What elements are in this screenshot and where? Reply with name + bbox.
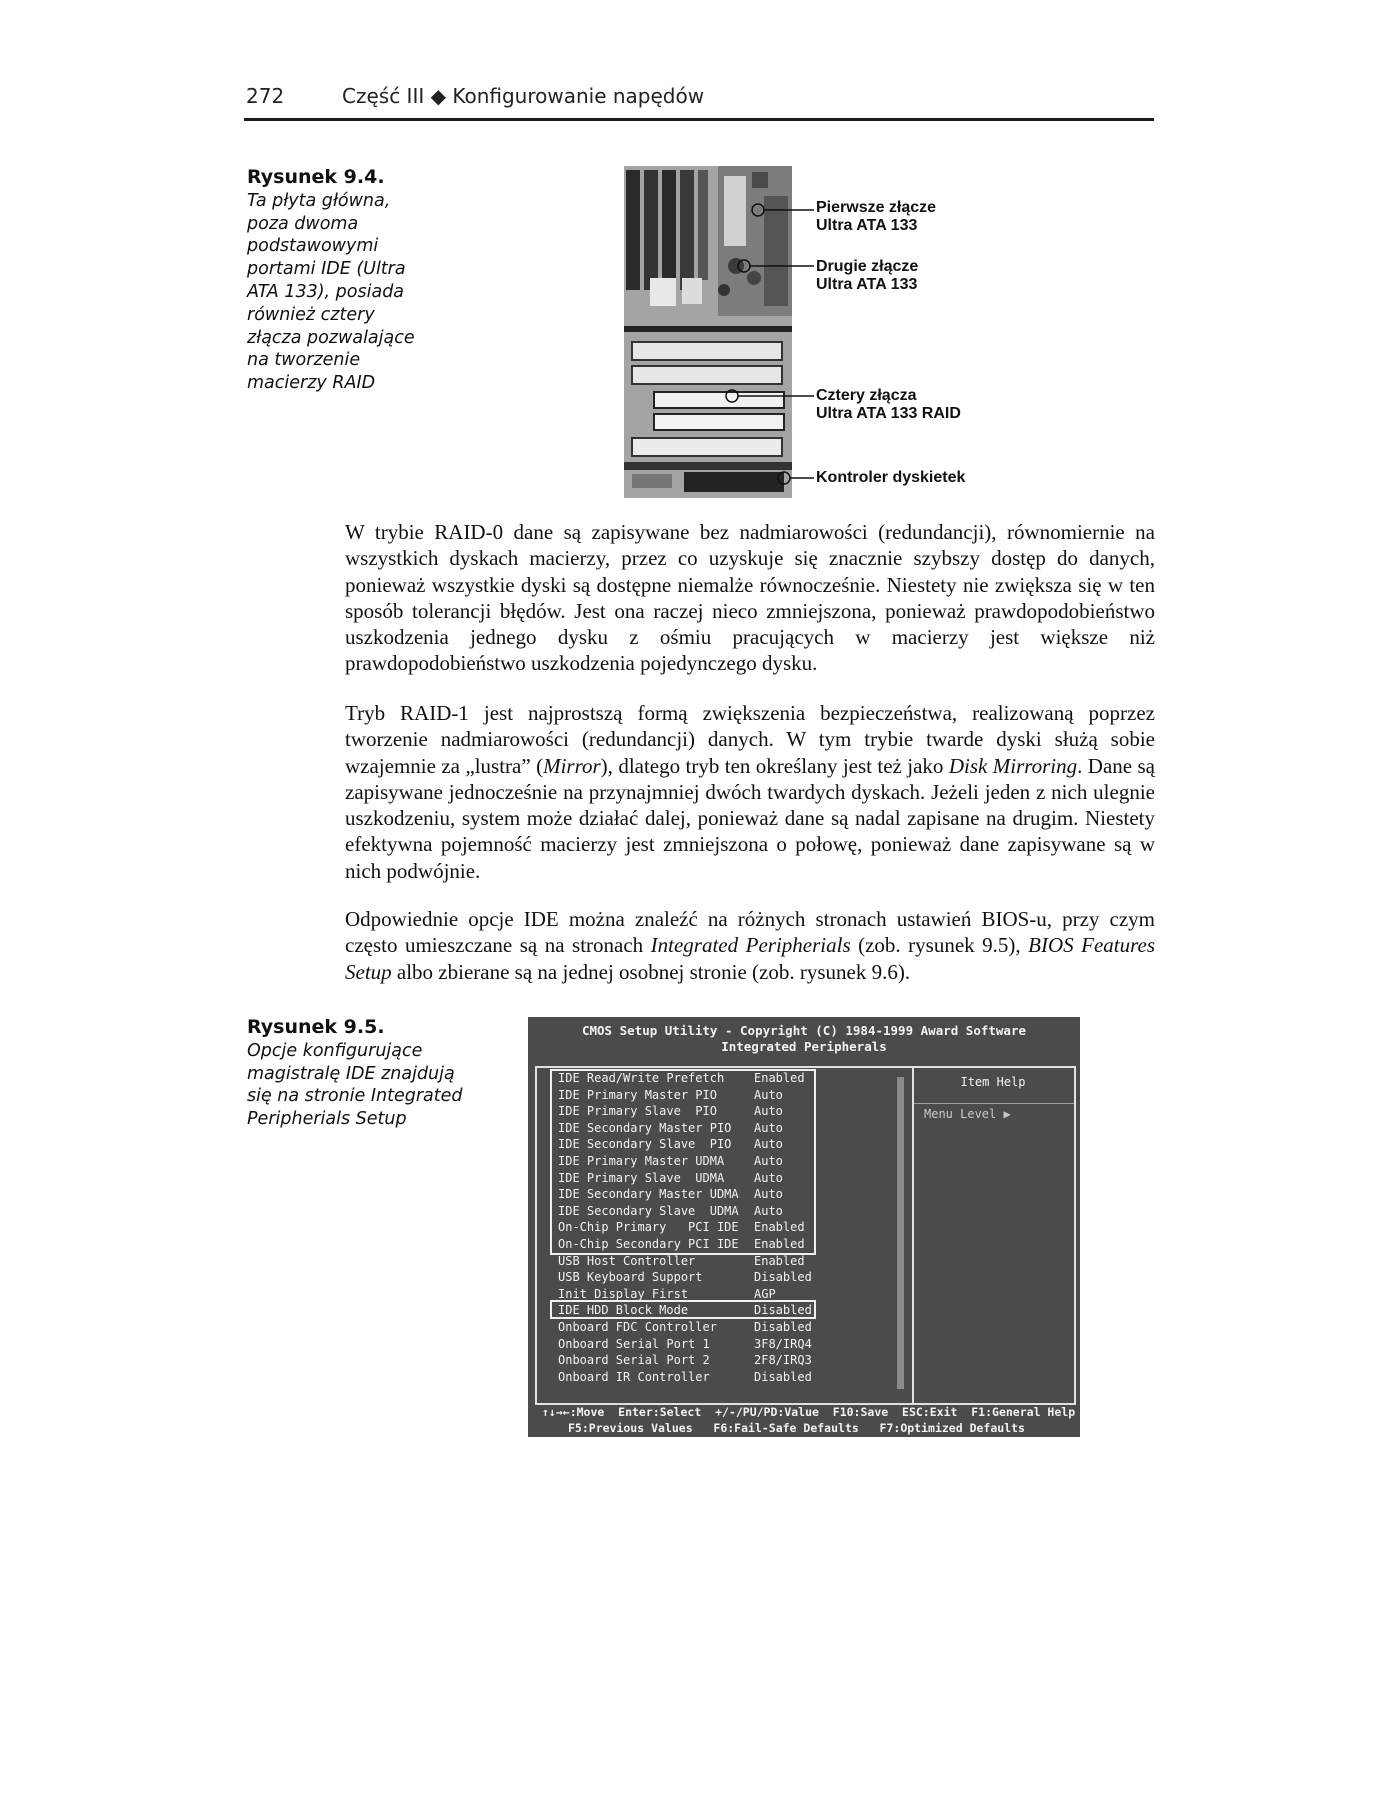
bios-option-row — [558, 1320, 838, 1336]
option-label: IDE Primary Slave UDMA — [558, 1170, 725, 1185]
callout-first-ata-connector — [816, 199, 936, 235]
page-number: 272 — [246, 84, 285, 108]
bios-footer-keys: ↑↓→←:Move Enter:Select +/-/PU/PD:Value F10:Save ESC:Exit F1:General Help — [542, 1405, 1076, 1419]
option-label: IDE Primary Master PIO — [558, 1087, 717, 1102]
paragraph-text — [345, 906, 1155, 985]
figure-number: Rysunek 9.4. — [247, 166, 385, 188]
menu-level-text: Menu Level ▶ — [924, 1107, 1011, 1121]
bios-separator — [912, 1066, 914, 1403]
bios-option-row — [558, 1270, 838, 1286]
bios-option-row — [558, 1187, 838, 1203]
option-label: On-Chip Primary PCI IDE — [558, 1220, 739, 1235]
option-label: IDE Read/Write Prefetch — [558, 1071, 725, 1085]
term-disk-mirroring: Disk Mirroring — [948, 753, 1078, 778]
option-label: IDE HDD Block Mode — [558, 1303, 689, 1318]
option-value: Auto — [754, 1154, 783, 1168]
help-divider — [914, 1103, 1074, 1104]
option-value: Auto — [754, 1170, 783, 1185]
option-label: IDE Secondary Slave UDMA — [558, 1203, 739, 1218]
bios-option-row — [558, 1171, 838, 1187]
option-value: Disabled — [754, 1270, 812, 1285]
bios-option-row — [558, 1303, 838, 1319]
figure-number: Rysunek 9.5. — [247, 1016, 385, 1038]
figure-caption-text: Opcje konfigurujące magistralę IDE znajdują się na stronie Integrated Peripherials Setup — [247, 1040, 463, 1130]
callout-line: Ultra ATA 133 RAID — [816, 405, 961, 422]
item-help-title: Item Help — [960, 1075, 1026, 1089]
option-value: Auto — [754, 1137, 783, 1152]
paragraph-raid0 — [345, 519, 1155, 677]
bios-option-row — [558, 1337, 838, 1353]
bios-option-row — [558, 1121, 838, 1137]
bios-option-row — [558, 1154, 838, 1170]
callout-line: Cztery złącza — [816, 387, 917, 404]
option-value: Enabled — [754, 1071, 805, 1085]
paragraph-text: W trybie RAID-0 dane są zapisywane bez nadmiarowości (redundancji), równomiernie na wszystkich dyskach macierzy, przez co uzyskuje się znacznie szybszy dostęp do danych, ponieważ wszystkie dyski są dostępne niemalże równocześnie. Niestety nie zwiększa się w ten sposób tolerancji błędów. Jest ona raczej nieco zmniejszona, ponieważ prawdopodobieństwo uszkodzenia jednego dysku z ośmiu pracujących w macierzy jest większe niż prawdopodobieństwo uszkodzenia pojedynczego dysku. — [345, 520, 1155, 676]
option-label: Onboard Serial Port 2 — [558, 1353, 710, 1368]
bios-screenshot — [528, 1017, 1080, 1437]
callout-line: Ultra ATA 133 — [816, 276, 918, 293]
motherboard-figure — [624, 166, 1024, 498]
callout-line: Drugie złącze — [816, 258, 919, 275]
option-label: IDE Primary Master UDMA — [558, 1154, 725, 1168]
option-value: 3F8/IRQ4 — [754, 1336, 812, 1351]
option-value: Disabled — [754, 1320, 812, 1334]
running-header — [244, 84, 1154, 121]
option-value: Disabled — [754, 1369, 812, 1384]
bios-scrollbar — [897, 1077, 904, 1389]
option-value: Enabled — [754, 1220, 805, 1235]
bios-page-title: Integrated Peripherals — [721, 1039, 887, 1054]
option-label: IDE Primary Slave PIO — [558, 1104, 717, 1119]
option-value: Enabled — [754, 1253, 805, 1268]
option-label: IDE Secondary Slave PIO — [558, 1137, 732, 1152]
option-value: Auto — [754, 1120, 783, 1135]
callout-line: Pierwsze złącze — [816, 199, 937, 216]
text-run: albo zbierane są na jednej osobnej stronie (zob. rysunek 9.6). — [391, 959, 911, 984]
bios-option-row — [558, 1237, 838, 1253]
option-label: Onboard IR Controller — [558, 1369, 710, 1384]
term-integrated-peripherials: Integrated Peripherials — [650, 933, 851, 958]
bios-option-row — [558, 1353, 838, 1369]
option-value: Auto — [754, 1187, 783, 1202]
figure-caption-9-5 — [247, 1016, 477, 1131]
option-value: Auto — [754, 1087, 783, 1102]
term-mirror: Mirror — [543, 753, 601, 778]
bios-option-row — [558, 1137, 838, 1153]
option-value: Auto — [754, 1203, 783, 1218]
option-label: IDE Secondary Master UDMA — [558, 1187, 739, 1202]
option-value: AGP — [754, 1286, 776, 1301]
option-label: USB Keyboard Support — [558, 1270, 703, 1285]
paragraph-raid1 — [345, 700, 1155, 884]
paragraph-text — [345, 700, 1155, 884]
option-label: IDE Secondary Master PIO — [558, 1120, 732, 1135]
text-run: Odpowiednie opcje IDE można znaleźć na różnych stronach ustawień BIOS-u, przy czym często umieszczane są na stronach — [345, 907, 1155, 958]
paragraph-bios-options — [345, 906, 1155, 985]
option-value: Disabled — [754, 1303, 812, 1318]
option-label: On-Chip Secondary PCI IDE — [558, 1237, 739, 1251]
bios-option-row — [558, 1254, 838, 1270]
bios-option-row — [558, 1071, 838, 1087]
bios-title: CMOS Setup Utility - Copyright (C) 1984-1999 Award Software — [581, 1023, 1026, 1038]
bios-footer-defaults: F5:Previous Values F6:Fail-Safe Defaults F7:Optimized Defaults — [568, 1421, 1025, 1435]
callout-line: Kontroler dyskietek — [816, 469, 966, 486]
bios-option-row — [558, 1287, 838, 1303]
text-run: . Dane są zapisywane jednocześnie na przynajmniej dwóch twardych dyskach. Jeżeli jeden z nich ulegnie uszkodzeniu, system może działać dalej, ponieważ dane są nadal zapisane na drugim. Niestety efektywna pojemność macierzy jest zmniejszona o połowę, ponieważ dane zapisywane są w nich podwójnie. — [345, 753, 1155, 883]
bios-option-row — [558, 1088, 838, 1104]
callout-line: Ultra ATA 133 — [816, 217, 918, 234]
option-label: Init Display First — [558, 1286, 689, 1301]
figure-caption-9-4 — [247, 166, 417, 395]
option-value: 2F8/IRQ3 — [754, 1353, 812, 1368]
term-bios-features-setup: BIOS Features Setup — [345, 933, 1155, 984]
callout-raid-connectors — [816, 387, 961, 423]
callout-second-ata-connector — [816, 258, 918, 294]
option-label: Onboard Serial Port 1 — [558, 1336, 710, 1351]
bios-option-row — [558, 1220, 838, 1236]
option-label: Onboard FDC Controller — [558, 1320, 717, 1334]
bios-option-row — [558, 1370, 838, 1386]
option-value: Auto — [754, 1104, 783, 1119]
bios-option-row — [558, 1104, 838, 1120]
text-run: Tryb RAID-1 jest najprostszą formą zwiększenia bezpieczeństwa, realizowaną poprzez tworzenie nadmiarowości (redundancji) danych. W tym trybie twarde dyski służą sobie wzajemnie za „lustra” ( — [345, 701, 1155, 778]
figure-caption-text: Ta płyta główna, poza dwoma podstawowymi portami IDE (Ultra ATA 133), posiada również cztery złącza pozwalające na tworzenie macierzy RAID — [247, 190, 415, 394]
text-run: (zob. rysunek 9.5), — [850, 933, 1029, 958]
option-value: Enabled — [754, 1237, 805, 1251]
option-label: USB Host Controller — [558, 1253, 696, 1268]
chapter-title: Część III ◆ Konfigurowanie napędów — [342, 84, 705, 108]
callout-floppy-controller — [816, 469, 965, 487]
text-run: ), dlatego tryb ten określany jest też jako — [600, 753, 949, 778]
bios-option-row — [558, 1204, 838, 1220]
